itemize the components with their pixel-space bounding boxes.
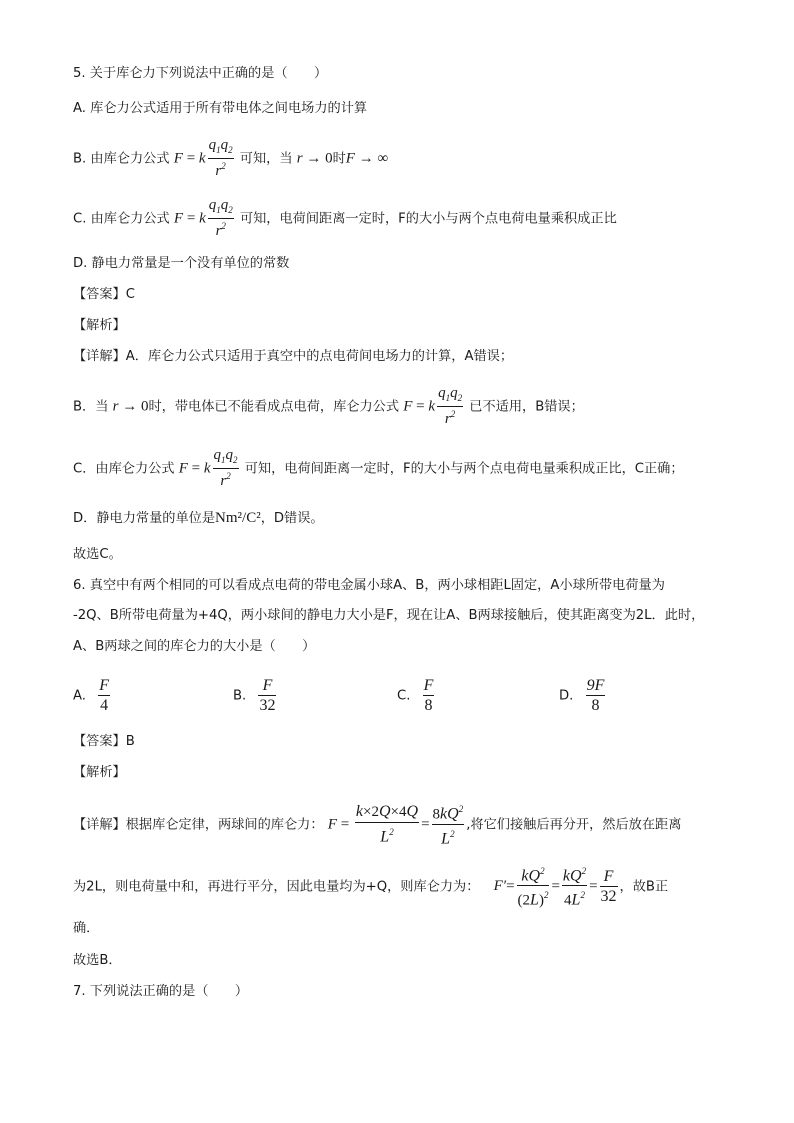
- q5-detail-c-prefix: C．由库仑力公式: [73, 461, 175, 477]
- option-denominator: 32: [259, 697, 276, 714]
- q5-option-b-mid: 可知，当: [239, 151, 293, 167]
- option-label: A.: [73, 688, 86, 704]
- q7-stem: 7. 下列说法正确的是（ ）: [73, 984, 249, 999]
- q6-detail-line-3: 确．: [73, 921, 100, 936]
- q6-detail-2-prefix: 为2L，则电荷量中和，再进行平分，因此电量均为+Q，则库仑力为：: [73, 879, 480, 895]
- q6-answer: 【答案】B: [73, 734, 135, 749]
- coulomb-fraction: $\frac{q_1q_2}{r^2}$: [213, 447, 238, 489]
- equation-fraction: $\frac{kQ^2}{4L^2}$: [562, 862, 587, 911]
- option-label: C.: [397, 688, 411, 704]
- q5-detail-d: [73, 508, 324, 529]
- q6-detail-1-prefix: 【详解】根据库仑定律，两球间的库仑力：: [73, 817, 324, 833]
- q5-option-c-prefix: C. 由库仑力公式: [73, 211, 170, 227]
- option-numerator: F: [99, 677, 109, 694]
- q5-option-b-tail: 时: [332, 151, 346, 167]
- coulomb-fraction: $\frac{q_1q_2}{r^2}$: [208, 137, 233, 179]
- q6-choose: 故选B．: [73, 953, 122, 968]
- q6-option-a: [73, 676, 112, 717]
- option-label: B.: [233, 688, 247, 704]
- option-numerator: 9F: [586, 677, 605, 694]
- q6-detail-line-2: 为2L，则电荷量中和，再进行平分，因此电量均为+Q，则库仑力为： F′= $\frac{kQ^2}{(2L)^2}$ = $\frac{kQ^2}{4L^2}$ = $\frac{F}{32}$ ，故B正: [73, 862, 668, 911]
- equation-fraction: $\frac{8kQ^2}{L^2}$: [432, 800, 465, 849]
- option-label: D.: [559, 688, 574, 704]
- option-denominator: 8: [591, 697, 600, 714]
- q5-option-a: A. 库仑力公式适用于所有带电体之间电场力的计算: [73, 101, 368, 116]
- q5-detail-c-suffix: 可知，电荷间距离一定时，F的大小与两个点电荷电量乘积成正比，C正确；: [244, 461, 684, 477]
- q6-options: [73, 676, 733, 716]
- equation-fraction: $\frac{kQ^2}{(2L)^2}$: [517, 862, 550, 911]
- q5-option-d: D. 静电力常量是一个没有单位的常数: [73, 256, 290, 271]
- option-denominator: 4: [100, 697, 109, 714]
- q6-option-c: [397, 676, 436, 717]
- q5-detail-d-unit: Nm²/C²: [215, 510, 261, 526]
- equation-fraction: $\frac{F}{32}$: [600, 867, 617, 905]
- q5-option-b: B. 由库仑力公式 F = k $\frac{q_1q_2}{r^2}$ 可知，当 r → 0时F → ∞: [73, 137, 389, 179]
- q5-detail-b-prefix: B．当: [73, 399, 109, 415]
- q6-detail-2-suffix: ，故B正: [619, 879, 669, 895]
- q6-analysis: 【解析】: [73, 765, 126, 780]
- q6-option-d: [559, 676, 607, 717]
- q5-stem: 5. 关于库仑力下列说法中正确的是（ ）: [73, 66, 328, 81]
- q6-stem-line-1: 6. 真空中有两个相同的可以看成点电荷的带电金属小球A、B，两小球相距L固定，A小球所带电荷量为: [73, 578, 665, 593]
- coulomb-fraction: $\frac{q_1q_2}{r^2}$: [438, 385, 463, 427]
- option-denominator: 8: [424, 697, 433, 714]
- equation-fraction: $\frac{k\times 2Q\times 4Q}{L^2}$: [355, 803, 419, 846]
- q6-detail-line-1: 【详解】根据库仑定律，两球间的库仑力： F = $\frac{k\times 2Q\times 4Q}{L^2}$ = $\frac{8kQ^2}{L^2}$ ,将它们接触后再分开，然后放在距离: [73, 800, 681, 849]
- q6-option-b: [233, 676, 278, 717]
- q5-option-c-suffix: 可知，电荷间距离一定时，F的大小与两个点电荷电量乘积成正比: [239, 211, 617, 227]
- q5-detail-b-suffix: 已不适用，B错误；: [469, 399, 584, 415]
- q5-detail-d-suffix: ，D错误。: [260, 511, 324, 526]
- option-numerator: F: [258, 676, 276, 696]
- q5-answer: 【答案】C: [73, 287, 135, 302]
- q6-detail-1-suffix: ,将它们接触后再分开，然后放在距离: [466, 817, 682, 833]
- q6-stem-line-2: -2Q、B所带电荷量为+4Q，两小球间的静电力大小是F，现在让A、B两球接触后，使其距离变为2L．此时，: [73, 608, 705, 623]
- coulomb-fraction: $\frac{q_1q_2}{r^2}$: [208, 197, 233, 239]
- q5-option-b-prefix: B. 由库仑力公式: [73, 151, 170, 167]
- q5-detail-a: 【详解】A．库仑力公式只适用于真空中的点电荷间电场力的计算，A错误；: [73, 349, 514, 364]
- q5-choose: 故选C。: [73, 547, 122, 562]
- q5-detail-b: B．当 r → 0时，带电体已不能看成点电荷，库仑力公式 F = k $\frac{q_1q_2}{r^2}$ 已不适用，B错误；: [73, 385, 584, 427]
- q5-analysis: 【解析】: [73, 318, 126, 333]
- coulomb-equation: F′: [493, 878, 507, 895]
- coulomb-formula: F: [173, 150, 183, 167]
- option-numerator: F: [423, 677, 434, 694]
- q5-detail-b-mid: 时，带电体已不能看成点电荷，库仑力公式: [148, 399, 400, 415]
- q6-stem-line-3: A、B两球之间的库仑力的大小是（ ）: [73, 639, 316, 654]
- coulomb-equation: F: [327, 816, 337, 833]
- q5-detail-c: C．由库仑力公式 F = k $\frac{q_1q_2}{r^2}$ 可知，电荷间距离一定时，F的大小与两个点电荷电量乘积成正比，C正确；: [73, 447, 684, 489]
- q5-detail-d-prefix: D．静电力常量的单位是: [73, 511, 216, 526]
- q5-option-c: C. 由库仑力公式 F = k $\frac{q_1q_2}{r^2}$ 可知，电荷间距离一定时，F的大小与两个点电荷电量乘积成正比: [73, 197, 617, 239]
